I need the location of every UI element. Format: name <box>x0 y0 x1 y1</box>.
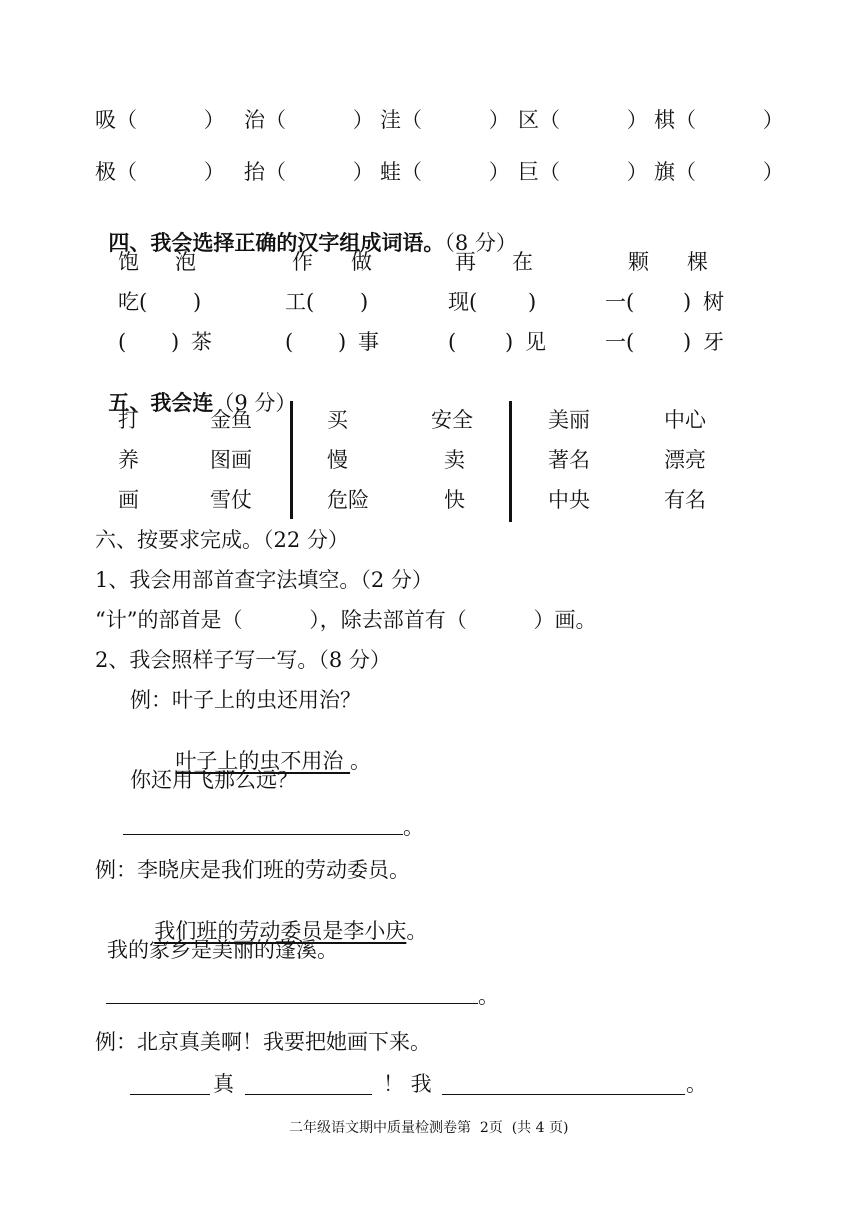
word-blank-open[interactable]: ( <box>118 330 127 354</box>
match-left-item[interactable]: 美丽 <box>548 408 590 432</box>
word-blank-open[interactable]: 一( <box>605 290 635 314</box>
page-footer: 二年级语文期中质量检测卷第 2页 (共 4 页) <box>289 1120 569 1136</box>
match-right-item[interactable]: 中心 <box>664 408 706 432</box>
word-suffix: 牙 <box>703 330 724 354</box>
section5-score: （9 分） <box>213 391 297 415</box>
word-suffix: 事 <box>358 330 379 354</box>
question1-text[interactable]: “计”的部首是（ ），除去部首有（ ）画。 <box>95 608 597 632</box>
column-divider <box>509 401 512 522</box>
task3-blank-1[interactable] <box>130 1094 210 1095</box>
match-right-item[interactable]: 漂亮 <box>664 448 706 472</box>
section4-heading <box>95 211 517 254</box>
option-char: 作 <box>292 250 313 274</box>
word-suffix: 树 <box>703 290 724 314</box>
match-left-item[interactable]: 慢 <box>327 448 348 472</box>
word-blank-open[interactable]: 工( <box>285 290 315 314</box>
option-char: 棵 <box>687 250 708 274</box>
word-blank-open[interactable]: 吃( <box>118 290 148 314</box>
task3-text-a: 真 <box>213 1072 234 1096</box>
match-left-item[interactable]: 买 <box>327 408 348 432</box>
example2-answer-line <box>141 900 427 942</box>
option-char: 饱 <box>118 250 139 274</box>
match-left-item[interactable]: 著名 <box>548 448 590 472</box>
task3-end: 。 <box>686 1072 707 1096</box>
char-item[interactable]: 洼（ ） <box>380 108 510 132</box>
match-left-item[interactable]: 危险 <box>327 488 369 512</box>
example1-answer-line <box>162 730 371 772</box>
word-blank-open[interactable]: 现( <box>448 290 478 314</box>
example1-question: 例：叶子上的虫还用治？ <box>130 688 361 712</box>
task1-answer-line[interactable] <box>123 834 403 835</box>
word-blank-open[interactable]: ( <box>285 330 294 354</box>
match-right-item[interactable]: 快 <box>444 488 465 512</box>
char-item[interactable]: 巨（ ） <box>518 160 648 184</box>
word-blank-open[interactable]: ( <box>448 330 457 354</box>
example2-question: 例：李晓庆是我们班的劳动委员。 <box>95 858 410 882</box>
char-item[interactable]: 极（ ） <box>95 160 225 184</box>
match-left-item[interactable]: 中央 <box>548 488 590 512</box>
word-blank-close: ) <box>171 330 180 354</box>
word-blank-close: ) <box>360 290 369 314</box>
task1-question: 你还用飞那么远？ <box>130 768 298 792</box>
char-item[interactable]: 抬（ ） <box>244 160 374 184</box>
section6-title: 六、按要求完成。（22 分） <box>95 528 349 552</box>
word-blank-close: ) <box>505 330 514 354</box>
option-char: 泡 <box>175 250 196 274</box>
word-blank-open[interactable]: 一( <box>605 330 635 354</box>
char-item[interactable]: 区（ ） <box>518 108 648 132</box>
example1-answer: 叶子上的虫不用治 <box>175 749 351 773</box>
word-blank-close: ) <box>528 290 537 314</box>
char-item[interactable]: 治（ ） <box>244 108 374 132</box>
column-divider <box>290 401 293 519</box>
char-item[interactable]: 蛙（ ） <box>380 160 510 184</box>
char-item[interactable]: 棋（ ） <box>654 108 784 132</box>
match-left-item[interactable]: 打 <box>118 408 139 432</box>
example1-answer-end: 。 <box>350 749 372 773</box>
option-char: 在 <box>512 250 533 274</box>
match-right-item[interactable]: 雪仗 <box>210 488 252 512</box>
word-blank-close: ) <box>193 290 202 314</box>
char-item[interactable]: 旗（ ） <box>654 160 784 184</box>
question1-title: 1、我会用部首查字法填空。（2 分） <box>95 568 433 592</box>
task2-question: 我的家乡是美丽的蓬溪。 <box>107 938 338 962</box>
word-suffix: 茶 <box>191 330 212 354</box>
match-right-item[interactable]: 有名 <box>664 488 706 512</box>
word-blank-close: ) <box>683 330 692 354</box>
task3-blank-2[interactable] <box>245 1094 372 1095</box>
word-blank-close: ) <box>683 290 692 314</box>
section5-title: 五、我会连 <box>108 390 214 415</box>
option-char: 做 <box>351 250 372 274</box>
task1-end: 。 <box>403 815 424 839</box>
example3-question: 例：北京真美啊！我要把她画下来。 <box>95 1030 431 1054</box>
match-right-item[interactable]: 安全 <box>431 408 473 432</box>
section4-title: 四、我会选择正确的汉字组成词语。 <box>108 230 445 255</box>
match-left-item[interactable]: 养 <box>118 448 139 472</box>
example2-answer-end: 。 <box>406 919 428 943</box>
match-right-item[interactable]: 卖 <box>444 448 465 472</box>
task3-blank-3[interactable] <box>442 1094 685 1095</box>
match-right-item[interactable]: 金鱼 <box>210 408 252 432</box>
char-item[interactable]: 吸（ ） <box>95 108 225 132</box>
match-right-item[interactable]: 图画 <box>210 448 252 472</box>
word-blank-close: ) <box>338 330 347 354</box>
word-suffix: 见 <box>525 330 546 354</box>
match-left-item[interactable]: 画 <box>118 488 139 512</box>
option-char: 颗 <box>628 250 649 274</box>
question2-title: 2、我会照样子写一写。（8 分） <box>95 648 391 672</box>
task2-end: 。 <box>478 984 499 1008</box>
task2-answer-line[interactable] <box>106 1003 478 1004</box>
section4-score: （8 分） <box>444 231 517 255</box>
task3-text-b: ！ 我 <box>383 1072 432 1096</box>
option-char: 再 <box>455 250 476 274</box>
example2-answer: 我们班的劳动委员是李小庆 <box>154 919 407 943</box>
